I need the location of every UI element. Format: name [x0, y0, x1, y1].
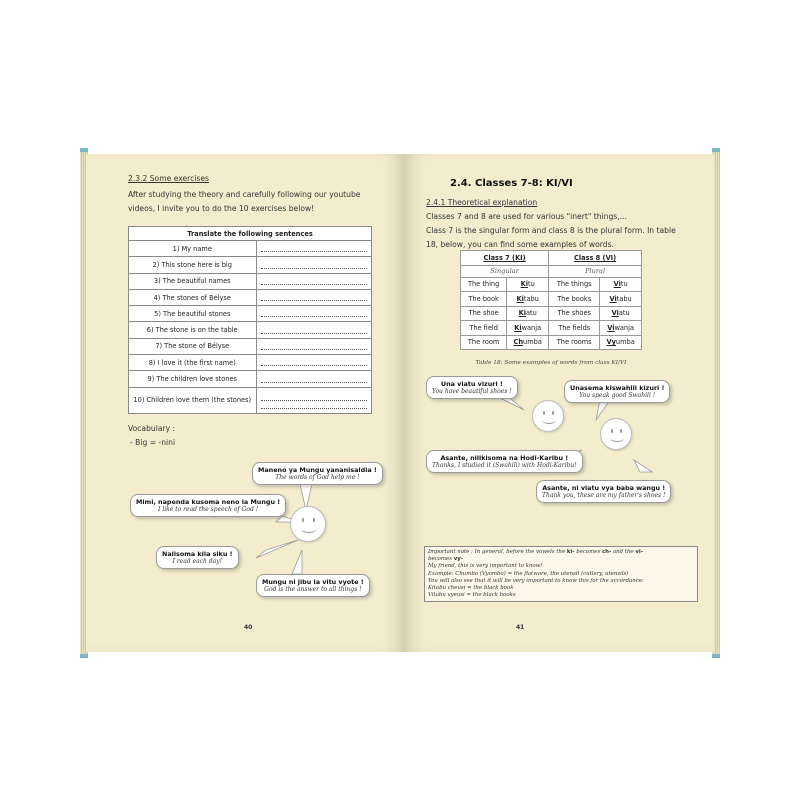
column-header: Class 8 (VI) — [549, 251, 642, 266]
important-note — [424, 546, 698, 602]
table-header: Translate the following sentences — [129, 227, 372, 241]
table-row: 8) I love it (the first name) — [129, 355, 372, 371]
speech-bubble: Nalisoma kila siku ! I read each day! — [156, 546, 239, 569]
column-header: Class 7 (KI) — [461, 251, 549, 266]
table-row: The book Kitabu The books Vitabu — [461, 292, 642, 307]
section-link[interactable]: 2.4.1 Theoretical explanation — [426, 198, 538, 207]
intro-line: videos, I invite you to do the 10 exercises below! — [128, 204, 315, 213]
table-caption: Table 18: Some examples of words from class KI/VI — [475, 360, 627, 366]
speech-bubble: Unasema kiswahili kizuri ! You speak good Swahili ! — [564, 380, 670, 403]
page-number: 41 — [516, 624, 525, 631]
speech-bubble: Mimi, napenda kusoma neno la Mungu ! I like to read the speech of God ! — [130, 494, 286, 517]
note-line: becomes vy- — [428, 556, 463, 563]
section-link[interactable]: 2.3.2 Some exercises — [128, 174, 209, 183]
smiley-face-icon — [532, 400, 564, 432]
note-line: Vitabu vyeusi = the black books — [428, 592, 516, 599]
table-row: 10) Children love them (the stones) — [129, 387, 372, 413]
page-number: 40 — [244, 624, 253, 631]
right-page — [404, 154, 714, 652]
speech-bubble: Una viatu vizuri ! You have beautiful shoes ! — [426, 376, 518, 399]
text-line: Class 7 is the singular form and class 8 is the plural form. In table — [426, 226, 676, 235]
speech-bubble: Asante, nilikisoma na Hodi-Karibu ! Thanks, I studied it (Swahili) with Hodi-Karibu! — [426, 450, 583, 473]
note-line: Example: Chumbo (Vyombo) = the flatware, the utensil (cutlery, utensils) — [428, 570, 629, 577]
text-line: Classes 7 and 8 are used for various "inert" things,... — [426, 212, 627, 221]
table-row: The thing Kitu The things Vitu — [461, 277, 642, 292]
table-row: 3) The beautiful names — [129, 273, 372, 289]
intro-line: After studying the theory and carefully following our youtube — [128, 190, 361, 199]
table-row: 7) The stone of Bélyse — [129, 338, 372, 354]
class-table: Class 7 (KI) Class 8 (VI) Singular Plural The thing Kitu The things Vitu The book Kitabu The books Vitabu The shoe Kiatu The shoes Viatu The field Kiwanja The fields Viwanja The room Chumba The rooms Vyumba — [460, 250, 642, 350]
speech-bubble: Maneno ya Mungu yananisaidia ! The words of God help me ! — [252, 462, 383, 485]
vocabulary-item: - Big = -nini — [130, 438, 176, 447]
table-row: 5) The beautiful stones — [129, 306, 372, 322]
vocabulary-title: Vocabulary : — [128, 424, 176, 433]
text-line: 18, below, you can find some examples of words. — [426, 240, 614, 249]
left-page — [86, 154, 404, 652]
note-line: You will also see that it will be very important to know this for the accordance: — [428, 577, 644, 584]
table-row: 1) My name — [129, 241, 372, 257]
smiley-face-icon — [290, 506, 326, 542]
table-row: The field Kiwanja The fields Viwanja — [461, 321, 642, 336]
table-row: 9) The children love stones — [129, 371, 372, 387]
note-line: Important note : In general, before the vowels the ki- becomes ch- and the vi- — [428, 549, 643, 555]
section-heading: 2.4. Classes 7-8: KI/VI — [450, 178, 573, 189]
table-row: 6) The stone is on the table — [129, 322, 372, 338]
speech-bubble: Asante, ni viatu vya baba wangu ! Thank you, these are my father's shoes ! — [536, 480, 671, 503]
note-line: Kitabu cheusi = the black book — [428, 585, 514, 592]
table-row: The room Chumba The rooms Vyumba — [461, 335, 642, 350]
note-line: My friend, this is very important to know! — [428, 563, 543, 570]
smiley-face-icon — [600, 418, 632, 450]
table-row: The shoe Kiatu The shoes Viatu — [461, 306, 642, 321]
table-row: 4) The stones of Bélyse — [129, 289, 372, 305]
open-book — [80, 148, 720, 658]
table-row: 2) This stone here is big — [129, 257, 372, 273]
speech-bubble: Mungu ni jibu la vitu vyote ! God is the answer to all things ! — [256, 574, 370, 597]
